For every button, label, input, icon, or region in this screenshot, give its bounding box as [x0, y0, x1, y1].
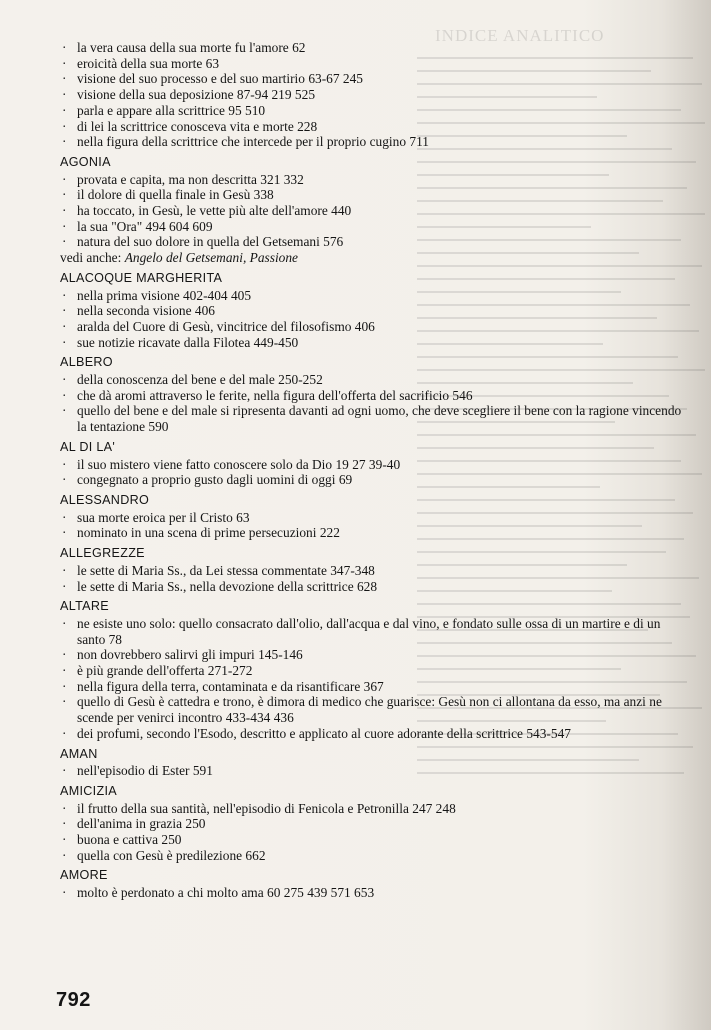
- index-subentry: [60, 335, 692, 351]
- subentry-text: buona e cattiva 250: [77, 832, 182, 848]
- bullet-mark: ·: [62, 218, 67, 234]
- index-entry: [60, 868, 692, 900]
- subentry-text: sue notizie ricavate dalla Filotea 449-450: [77, 334, 299, 350]
- bullet-mark: ·: [62, 334, 67, 350]
- index-subentry: [60, 885, 692, 901]
- index-entry: [60, 747, 692, 779]
- index-subentry: [60, 403, 692, 434]
- subentry-text: aralda del Cuore di Gesù, vincitrice del filosofismo 406: [77, 318, 375, 334]
- index-entry: [60, 599, 692, 741]
- entry-heading: AMORE: [60, 868, 108, 883]
- bullet-mark: ·: [62, 102, 67, 118]
- entry-heading: ALBERO: [60, 355, 113, 370]
- index-subentry: [60, 663, 692, 679]
- bullet-mark: ·: [62, 203, 67, 219]
- index-subentry: [60, 219, 692, 235]
- index-subentry: [60, 647, 692, 663]
- subentry-text: quella con Gesù è predilezione 662: [77, 847, 266, 863]
- index-subentry: [60, 801, 692, 817]
- subentry-text: provata e capita, ma non descritta 321 332: [77, 171, 304, 187]
- subentry-text: nella seconda visione 406: [77, 303, 215, 319]
- bullet-mark: ·: [62, 387, 67, 403]
- entry-heading: ALLEGREZZE: [60, 546, 145, 561]
- index-subentry: [60, 510, 692, 526]
- see-also-line: [60, 250, 692, 266]
- subentry-text: della conoscenza del bene e del male 250-252: [77, 372, 323, 388]
- subentry-text: nella prima visione 402-404 405: [77, 287, 252, 303]
- subentry-text: natura del suo dolore in quella del Getsemani 576: [77, 234, 344, 250]
- continued-entry: [60, 40, 692, 150]
- bullet-mark: ·: [62, 134, 67, 150]
- bullet-mark: ·: [62, 87, 67, 103]
- index-entry: [60, 355, 692, 435]
- bullet-mark: ·: [62, 40, 67, 55]
- subentry-text: di lei la scrittrice conosceva vita e morte 228: [77, 118, 318, 134]
- bullet-mark: ·: [62, 118, 67, 134]
- subentry-text: il suo mistero viene fatto conoscere solo da Dio 19 27 39-40: [77, 456, 401, 472]
- index-subentry: [60, 71, 692, 87]
- index-subentry: [60, 87, 692, 103]
- bullet-mark: ·: [62, 55, 67, 71]
- index-subentry: [60, 372, 692, 388]
- see-also-prefix: vedi anche:: [60, 250, 125, 266]
- subentry-text: quello del bene e del male si ripresenta davanti ad ogni uomo, che deve scegliere il bene con la ragione vincendo la tentazione 590: [77, 403, 682, 435]
- entry-heading: ALESSANDRO: [60, 492, 150, 507]
- bullet-mark: ·: [62, 615, 67, 631]
- subentry-text: la sua "Ora" 494 604 609: [77, 218, 213, 234]
- index-subentry: [60, 40, 692, 56]
- bullet-mark: ·: [62, 456, 67, 472]
- subentry-text: che dà aromi attraverso le ferite, nella figura dell'offerta del sacrificio 546: [77, 387, 473, 403]
- subentry-text: sua morte eroica per il Cristo 63: [77, 509, 250, 525]
- subentry-text: eroicità della sua morte 63: [77, 55, 220, 71]
- subentry-text: è più grande dell'offerta 271-272: [77, 663, 253, 679]
- bullet-mark: ·: [62, 187, 67, 203]
- index-subentry: [60, 187, 692, 203]
- index-subentry: [60, 172, 692, 188]
- entry-heading: AGONIA: [60, 154, 111, 169]
- bullet-mark: ·: [62, 509, 67, 525]
- index-subentry: [60, 234, 692, 250]
- index-entry: [60, 271, 692, 351]
- index-subentry: [60, 816, 692, 832]
- subentry-text: la vera causa della sua morte fu l'amore 62: [77, 40, 306, 55]
- index-subentry: [60, 832, 692, 848]
- bullet-mark: ·: [62, 525, 67, 541]
- index-entry: [60, 440, 692, 488]
- bullet-mark: ·: [62, 234, 67, 250]
- subentry-text: visione della sua deposizione 87-94 219 525: [77, 87, 316, 103]
- subentry-text: le sette di Maria Ss., da Lei stessa commentate 347-348: [77, 562, 375, 578]
- index-subentry: [60, 119, 692, 135]
- subentry-text: ne esiste uno solo: quello consacrato dall'olio, dall'acqua e dal vino, e fondato sulle ossa di un martire e di un santo 78: [77, 615, 661, 647]
- bullet-mark: ·: [62, 287, 67, 303]
- index-entry: [60, 784, 692, 864]
- entry-heading: AL DI LA': [60, 439, 116, 454]
- bullet-mark: ·: [62, 318, 67, 334]
- index-subentry: [60, 679, 692, 695]
- index-subentry: [60, 726, 692, 742]
- index-subentry: [60, 472, 692, 488]
- bullet-mark: ·: [62, 694, 67, 710]
- subentry-text: dell'anima in grazia 250: [77, 816, 206, 832]
- index-subentry: [60, 563, 692, 579]
- subentry-text: il frutto della sua santità, nell'episodio di Fenicola e Petronilla 247 248: [77, 800, 456, 816]
- index-subentry: [60, 525, 692, 541]
- bullet-mark: ·: [62, 403, 67, 419]
- subentry-text: congegnato a proprio gusto dagli uomini di oggi 69: [77, 472, 353, 488]
- index-entry: [60, 546, 692, 594]
- bullet-mark: ·: [62, 678, 67, 694]
- subentry-text: nella figura della terra, contaminata e da risantificare 367: [77, 678, 384, 694]
- bullet-mark: ·: [62, 885, 67, 901]
- bullet-mark: ·: [62, 578, 67, 594]
- bullet-mark: ·: [62, 372, 67, 388]
- bullet-mark: ·: [62, 847, 67, 863]
- entry-heading: AMAN: [60, 746, 98, 761]
- subentry-text: nominato in una scena di prime persecuzioni 222: [77, 525, 340, 541]
- index-subentry: [60, 319, 692, 335]
- index-entry: [60, 155, 692, 266]
- index-content: [60, 40, 692, 906]
- entry-heading: AMICIZIA: [60, 783, 117, 798]
- index-subentry: [60, 288, 692, 304]
- bullet-mark: ·: [62, 763, 67, 779]
- bullet-mark: ·: [62, 832, 67, 848]
- bullet-mark: ·: [62, 647, 67, 663]
- index-subentry: [60, 457, 692, 473]
- subentry-text: quello di Gesù è cattedra e trono, è dimora di medico che guarisce: Gesù non ci allontana da esso, ma anzi ne scende per venirci incontro 433-434 436: [77, 694, 662, 726]
- bullet-mark: ·: [62, 303, 67, 319]
- index-subentry: [60, 848, 692, 864]
- see-also-text: Angelo del Getsemani, Passione: [124, 250, 299, 266]
- bullet-mark: ·: [62, 663, 67, 679]
- bullet-mark: ·: [62, 171, 67, 187]
- entry-heading: ALACOQUE MARGHERITA: [60, 270, 223, 285]
- bullet-mark: ·: [62, 472, 67, 488]
- index-subentry: [60, 388, 692, 404]
- index-subentry: [60, 303, 692, 319]
- bullet-mark: ·: [62, 562, 67, 578]
- subentry-text: non dovrebbero salirvi gli impuri 145-146: [77, 647, 303, 663]
- index-subentry: [60, 616, 692, 647]
- entry-heading: ALTARE: [60, 599, 109, 614]
- index-subentry: [60, 694, 692, 725]
- index-subentry: [60, 103, 692, 119]
- page-number: 792: [56, 989, 91, 1011]
- index-subentry: [60, 134, 692, 150]
- subentry-text: il dolore di quella finale in Gesù 338: [77, 187, 274, 203]
- subentry-text: nell'episodio di Ester 591: [77, 763, 213, 779]
- bleed-through-header: INDICE ANALITICO: [435, 26, 605, 45]
- subentry-text: le sette di Maria Ss., nella devozione della scrittrice 628: [77, 578, 378, 594]
- bullet-mark: ·: [62, 71, 67, 87]
- index-subentry: [60, 763, 692, 779]
- subentry-text: parla e appare alla scrittrice 95 510: [77, 102, 266, 118]
- subentry-text: dei profumi, secondo l'Esodo, descritto e applicato al cuore adorante della scrittrice 543-547: [77, 725, 571, 741]
- index-subentry: [60, 579, 692, 595]
- bullet-mark: ·: [62, 800, 67, 816]
- index-entry: [60, 493, 692, 541]
- bullet-mark: ·: [62, 725, 67, 741]
- subentry-text: nella figura della scrittrice che intercede per il proprio cugino 711: [77, 134, 429, 150]
- bullet-mark: ·: [62, 816, 67, 832]
- index-subentry: [60, 203, 692, 219]
- subentry-text: ha toccato, in Gesù, le vette più alte dell'amore 440: [77, 203, 352, 219]
- subentry-text: molto è perdonato a chi molto ama 60 275 439 571 653: [77, 885, 375, 901]
- index-subentry: [60, 56, 692, 72]
- subentry-text: visione del suo processo e del suo martirio 63-67 245: [77, 71, 363, 87]
